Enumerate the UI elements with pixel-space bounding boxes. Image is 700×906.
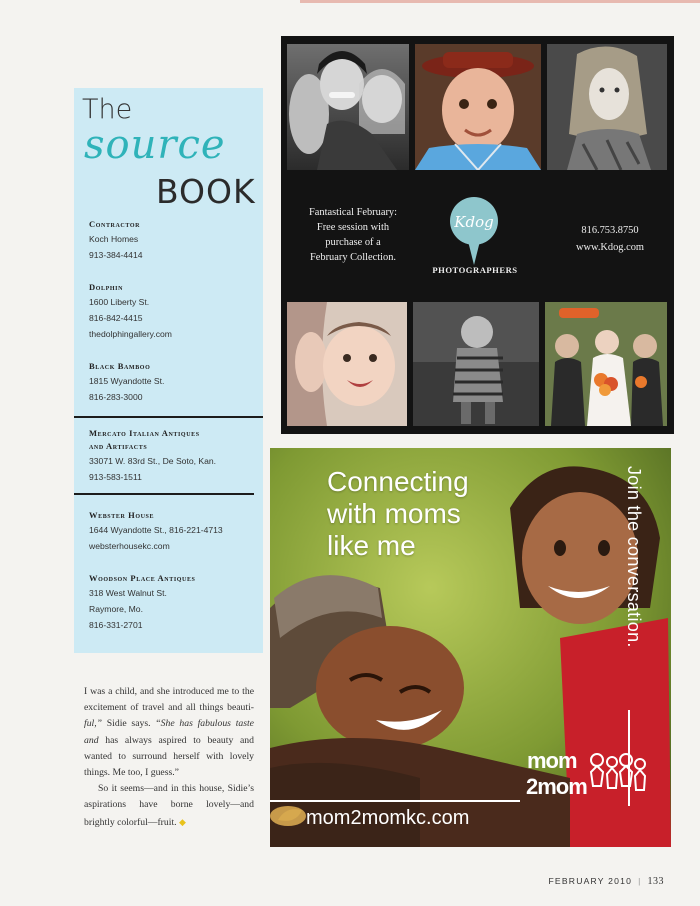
mom2mom-advertisement — [270, 448, 671, 847]
source-book-sidebar — [74, 88, 263, 653]
article-paragraph — [84, 684, 254, 781]
divider-rule — [74, 416, 263, 418]
source-entry-line: 318 West Walnut St. — [89, 588, 167, 598]
mom2mom-headline-line: like me — [327, 530, 416, 561]
article-text: Sidie says. — [102, 718, 156, 730]
mom2mom-url: mom2momkc.com — [306, 807, 470, 829]
source-entry-line: 913-583-1511 — [89, 472, 142, 482]
divider-rule — [74, 493, 254, 495]
kdog-advertisement — [281, 36, 674, 434]
end-mark-icon: ◆ — [178, 816, 186, 827]
source-list — [89, 218, 261, 651]
source-entry-name: Contractor — [89, 219, 141, 229]
article-text: So it seems—and in this house, Sidie’s aspirations have borne lovely—and brightly colorful—fruit. — [84, 783, 254, 828]
source-entry-line: 816-331-2701 — [89, 620, 143, 630]
kdog-logo — [444, 193, 504, 273]
source-entry-line: 816-283-3000 — [89, 392, 143, 402]
folio-separator: | — [638, 876, 642, 886]
photo-family — [287, 44, 409, 170]
article-body — [84, 684, 254, 831]
source-entry-name-cont: and Artifacts — [89, 441, 148, 451]
leaf-icon — [276, 806, 304, 826]
mom2mom-brand-bottom: 2mom — [526, 774, 587, 799]
source-entry-name: Mercato Italian Antiques — [89, 428, 200, 438]
source-entry-name: Dolphin — [89, 282, 124, 292]
source-entry-mercato — [89, 427, 261, 485]
article-text: has always aspired to beauty and wanted to surround herself with lovely things. Me too, I guess.” — [84, 734, 254, 779]
photo-teen-girl — [547, 44, 667, 170]
mom2mom-horizontal-rule — [270, 800, 520, 802]
mom2mom-headline-line: with moms — [327, 498, 461, 529]
kdog-promo-line: purchase of a — [325, 237, 381, 248]
source-entry-line: 913-384-4414 — [89, 250, 143, 260]
kdog-contact — [555, 222, 665, 256]
source-entry-line: 1815 Wyandotte St. — [89, 376, 165, 386]
source-entry-name: Webster House — [89, 510, 155, 520]
article-text-italic: ful,” — [84, 718, 103, 730]
kdog-promo-line: Fantastical February: — [308, 207, 397, 218]
kdog-photographers-label: PHOTOGRAPHERS — [432, 265, 518, 275]
kdog-phone: 816.753.8750 — [581, 225, 639, 236]
folio-page-number: 133 — [647, 876, 664, 887]
photo-wedding — [545, 302, 667, 426]
mom2mom-headline-line: Connecting — [327, 466, 469, 497]
source-entry-name: Black Bamboo — [89, 361, 151, 371]
kdog-promo-text — [289, 205, 417, 265]
source-entry-line: 1644 Wyandotte St., 816-221-4713 — [89, 525, 223, 535]
article-text: I was a child, and she introduced me to the excitement of travel and all things beauti- — [84, 686, 254, 714]
kdog-promo-line: Free session with — [316, 222, 390, 233]
source-entry-line: 33071 W. 83rd St., De Soto, Kan. — [89, 456, 217, 466]
mom2mom-brand-top: mom — [527, 748, 577, 773]
source-entry-webster-house — [89, 509, 261, 554]
source-book-title-book: BOOK — [156, 172, 256, 211]
source-entry-dolphin — [89, 281, 261, 342]
article-text-italic: “She has fabulous taste and — [84, 718, 254, 746]
source-entry-line: 1600 Liberty St. — [89, 297, 150, 307]
mom2mom-figures-icon — [588, 752, 648, 800]
folio-issue: FEBRUARY 2010 — [548, 876, 633, 886]
kdog-promo-line: February Collection. — [310, 252, 396, 263]
photo-baby-mother — [287, 302, 407, 426]
photo-toddler-bw — [413, 302, 539, 426]
source-book-title-the: The — [82, 94, 133, 125]
page-folio — [548, 876, 664, 887]
mom2mom-headline — [327, 466, 527, 562]
mom2mom-side-text: Join the conversation. — [624, 466, 644, 648]
source-entry-name: Woodson Place Antiques — [89, 573, 196, 583]
top-rule — [300, 0, 700, 3]
source-entry-black-bamboo — [89, 360, 261, 405]
source-entry-woodson-place — [89, 572, 261, 633]
source-entry-line: Raymore, Mo. — [89, 604, 143, 614]
kdog-website: www.Kdog.com — [575, 242, 644, 253]
source-entry-link: websterhousekc.com — [89, 541, 170, 551]
source-entry-link: thedolphingallery.com — [89, 329, 172, 339]
source-book-title-source: source — [84, 122, 226, 168]
article-paragraph — [84, 781, 254, 831]
source-entry-line: 816-842-4415 — [89, 313, 143, 323]
source-entry-contractor — [89, 218, 261, 263]
kdog-logo-text: Kdog — [454, 213, 494, 231]
photo-boy-hat — [415, 44, 541, 170]
source-entry-line: Koch Homes — [89, 234, 139, 244]
